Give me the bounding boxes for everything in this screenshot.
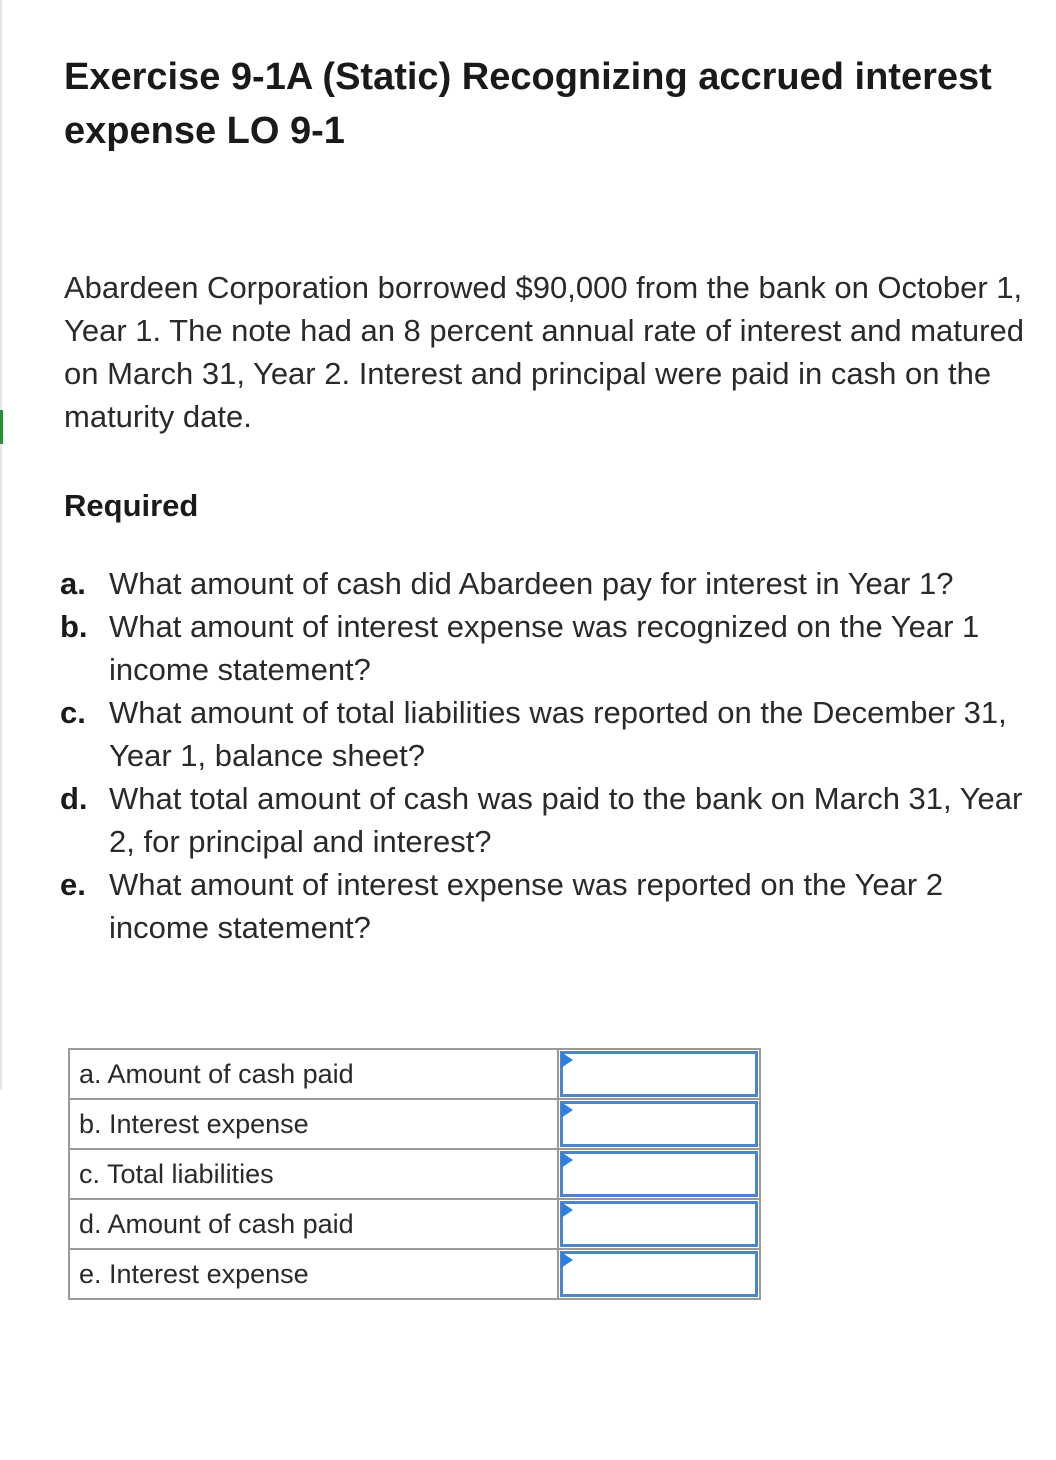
question-letter: b. (60, 609, 88, 644)
answer-cell-e (558, 1249, 760, 1299)
question-b (60, 605, 1040, 691)
question-text: What amount of total liabilities was reported on the December 31, Year 1, balance sheet? (109, 695, 1007, 773)
table-row (69, 1099, 760, 1149)
question-letter: a. (60, 566, 86, 601)
table-row (69, 1149, 760, 1199)
question-letter: d. (60, 781, 88, 816)
question-text: What total amount of cash was paid to the bank on March 31, Year 2, for principal and interest? (109, 781, 1023, 859)
table-row (69, 1199, 760, 1249)
answer-label-d: d. Amount of cash paid (69, 1199, 558, 1249)
answer-input-d[interactable] (560, 1201, 758, 1247)
answer-label-b: b. Interest expense (69, 1099, 558, 1149)
required-heading: Required (64, 488, 199, 523)
left-accent-bar (0, 410, 3, 444)
table-row (69, 1049, 760, 1099)
question-d (60, 777, 1040, 863)
answer-input-b[interactable] (560, 1101, 758, 1147)
question-letter: c. (60, 695, 86, 730)
answer-input-e[interactable] (560, 1251, 758, 1297)
table-row (69, 1249, 760, 1299)
question-c (60, 691, 1040, 777)
answer-cell-a (558, 1049, 760, 1099)
question-text: What amount of interest expense was reported on the Year 2 income statement? (109, 867, 944, 945)
answer-table (68, 1048, 761, 1300)
answer-cell-d (558, 1199, 760, 1249)
question-text: What amount of cash did Abardeen pay for interest in Year 1? (109, 566, 954, 601)
left-border-rule (0, 0, 2, 1090)
answer-input-a[interactable] (560, 1051, 758, 1097)
exercise-title: Exercise 9-1A (Static) Recognizing accrued interest expense LO 9-1 (64, 56, 992, 152)
question-list (60, 562, 1040, 949)
question-text: What amount of interest expense was recognized on the Year 1 income statement? (109, 609, 980, 687)
answer-cell-c (558, 1149, 760, 1199)
answer-label-c: c. Total liabilities (69, 1149, 558, 1199)
answer-input-c[interactable] (560, 1151, 758, 1197)
answer-label-e: e. Interest expense (69, 1249, 558, 1299)
answer-cell-b (558, 1099, 760, 1149)
answer-label-a: a. Amount of cash paid (69, 1049, 558, 1099)
question-letter: e. (60, 867, 86, 902)
question-a (60, 562, 1040, 605)
question-e (60, 863, 1040, 949)
problem-statement: Abardeen Corporation borrowed $90,000 from the bank on October 1, Year 1. The note had an 8 percent annual rate of interest and matured on March 31, Year 2. Interest and principal were paid in cash on the maturity date. (64, 270, 1024, 434)
